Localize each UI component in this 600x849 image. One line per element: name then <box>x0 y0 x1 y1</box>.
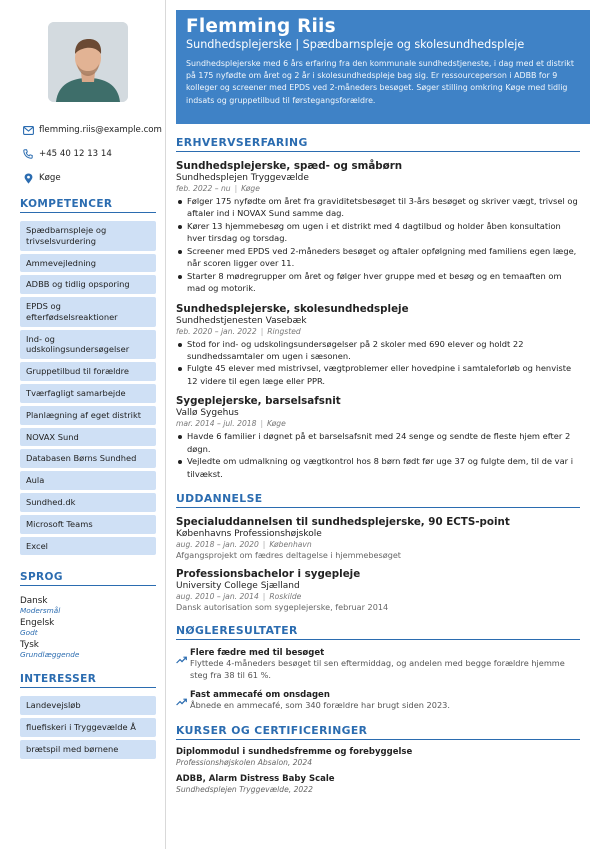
job-title: Sygeplejerske, barselsafsnit <box>176 395 341 408</box>
location-text: Køge <box>39 173 61 183</box>
job-dates: mar. 2014 – jul. 2018 <box>176 419 257 429</box>
meta-separator: | <box>260 419 264 429</box>
email-text: flemming.riis@example.com <box>39 125 162 135</box>
bullet: Følger 175 nyfødte om året fra graviditetsbesøget til 3-års besøget og skriver vægt, trivsel og aftaler ind i NOVAX Sund samme dag. <box>176 195 580 220</box>
result-item <box>176 690 580 712</box>
education-heading: UDDANNELSE <box>176 492 580 508</box>
experience-item <box>176 303 580 388</box>
job-meta <box>176 184 580 193</box>
skill-chip: ADBB og tidlig opsporing <box>20 275 156 294</box>
phone-text: +45 40 12 13 14 <box>39 149 112 159</box>
result-title: Fast ammecafé om onsdagen <box>190 689 330 700</box>
job-title: Sundhedsplejerske, spæd- og småbørn <box>176 160 403 172</box>
job-place: Køge <box>267 419 286 429</box>
education-place: København <box>269 540 312 549</box>
language-item <box>20 618 165 637</box>
job-bullets <box>176 195 580 295</box>
bullet: Havde 6 familier i døgnet på et barselsafsnit med 24 senge og sendte de fleste hjem efter 2 døgn. <box>176 430 580 455</box>
profile-photo <box>48 22 128 102</box>
bullet: Fulgte 45 elever med mistrivsel, vægtproblemer eller hovedpine i samtaleforløb og henviste 12 videre til egen læge eller PPR. <box>176 362 580 387</box>
skill-chip: Excel <box>20 537 156 556</box>
result-desc: Flyttede 4-måneders besøget til sen eftermiddag, og andelen med begge forældre hjemme steg fra 38 til 61 %. <box>190 658 565 680</box>
education-item <box>176 516 580 560</box>
contact-info <box>20 118 165 190</box>
course-item <box>176 774 580 794</box>
profile-summary: Sundhedsplejerske med 6 års erfaring fra den kommunale sundhedstjeneste, i dag med et distrikt på 175 nyfødte om året og 2 år i skolesundhedspleje bag sig. Er ressourceperson i ADBB for 9 kolleger og screener med EPDS ved 2-måneders besøget. Søger stilling omkring Køge med tidlig indsats og gruppetilbud til førstegangsforældre. <box>186 58 574 105</box>
language-name: Dansk <box>20 596 48 607</box>
course-item <box>176 747 580 767</box>
interest-chip: fluefiskeri i Tryggevælde Å <box>20 718 156 737</box>
sidebar <box>0 0 166 849</box>
main-content <box>166 0 600 849</box>
result-title: Flere fædre med til besøget <box>190 648 325 658</box>
bullet: Starter 8 mødregrupper om året og følger hver gruppe med et besøg og en temaaften om mad og motorik. <box>176 270 580 295</box>
skill-chip: Spædbarnspleje og trivselsvurdering <box>20 221 156 251</box>
education-title: Professionsbachelor i sygepleje <box>176 568 361 580</box>
job-org: Sundhedstjenesten Vasebæk <box>176 315 307 326</box>
job-place: Ringsted <box>267 326 301 336</box>
phone-icon <box>22 148 34 160</box>
result-body <box>190 690 450 712</box>
contact-location <box>20 166 165 190</box>
job-bullets <box>176 430 580 480</box>
education-place: Roskilde <box>269 592 302 601</box>
job-place: Køge <box>241 184 260 193</box>
skill-chip: NOVAX Sund <box>20 428 156 447</box>
education-meta <box>176 540 580 549</box>
content-body <box>166 136 600 794</box>
course-sub: Sundhedsplejen Tryggevælde, 2022 <box>176 784 313 794</box>
skill-chip: Databasen Børns Sundhed <box>20 449 156 468</box>
skill-chip: Ind- og udskolingsundersøgelser <box>20 330 156 360</box>
contact-phone[interactable] <box>20 142 165 166</box>
interests-list <box>20 696 165 758</box>
job-org: Sundhedsplejen Tryggevælde <box>176 173 309 183</box>
skills-heading: KOMPETENCER <box>20 198 156 213</box>
meta-separator: | <box>262 592 266 601</box>
skill-chip: Sundhed.dk <box>20 493 156 512</box>
meta-separator: | <box>262 540 266 549</box>
job-bullets <box>176 338 580 388</box>
course-title: Diplommodul i sundhedsfremme og forebyggelse <box>176 746 413 757</box>
location-pin-icon <box>22 172 34 184</box>
language-level: Modersmål <box>20 606 61 616</box>
avatar <box>48 22 128 102</box>
courses-heading: KURSER OG CERTIFICERINGER <box>176 724 580 740</box>
job-title: Sundhedsplejerske, skolesundhedspleje <box>176 302 409 315</box>
education-org: Københavns Professionshøjskole <box>176 529 322 539</box>
language-level: Godt <box>20 628 38 638</box>
education-item <box>176 568 580 612</box>
skill-chip: Tværfagligt samarbejde <box>20 384 156 403</box>
language-level: Grundlæggende <box>20 650 80 660</box>
job-meta <box>176 327 580 336</box>
interests-heading: INTERESSER <box>20 673 156 688</box>
language-item <box>20 640 165 659</box>
interest-chip: Landevejsløb <box>20 696 156 715</box>
skills-list <box>20 221 165 555</box>
resume-header <box>176 10 590 124</box>
job-org: Vallø Sygehus <box>176 408 239 419</box>
education-note: Afgangsprojekt om fædres deltagelse i hjemmebesøget <box>176 550 401 560</box>
skill-chip: Planlægning af eget distrikt <box>20 406 156 425</box>
education-title: Specialuddannelsen til sundhedsplejerske, 90 ECTS-point <box>176 516 510 528</box>
education-dates: aug. 2018 – jan. 2020 <box>176 540 259 549</box>
trend-up-icon <box>176 648 190 682</box>
education-note: Dansk autorisation som sygeplejerske, februar 2014 <box>176 602 389 612</box>
bullet: Kører 13 hjemmebesøg om ugen i et distrikt med 4 dagtilbud og holder åben konsultation hver tirsdag og torsdag. <box>176 220 580 245</box>
skill-chip: Aula <box>20 471 156 490</box>
candidate-name: Flemming Riis <box>186 16 336 37</box>
result-item <box>176 648 580 682</box>
envelope-icon <box>22 124 34 136</box>
results-heading: NØGLERESULTATER <box>176 624 580 640</box>
language-item <box>20 596 165 615</box>
course-title: ADBB, Alarm Distress Baby Scale <box>176 773 335 784</box>
trend-up-icon <box>176 690 190 712</box>
course-sub: Professionshøjskolen Absalon, 2024 <box>176 757 313 767</box>
bullet: Screener med EPDS ved 2-måneders besøget og aftaler opfølgning med familiens egen læge, når scoren ligger over 11. <box>176 245 580 270</box>
result-body <box>190 648 580 682</box>
job-meta <box>176 419 580 428</box>
language-name: Engelsk <box>20 618 55 629</box>
candidate-title: Sundhedsplejerske | Spædbarnspleje og skolesundhedspleje <box>186 38 525 52</box>
job-dates: feb. 2020 – jan. 2022 <box>176 326 257 336</box>
languages-heading: SPROG <box>20 571 156 586</box>
experience-item <box>176 160 580 295</box>
skill-chip: EPDS og efterfødselsreaktioner <box>20 297 156 327</box>
contact-email[interactable] <box>20 118 165 142</box>
meta-separator: | <box>260 326 264 336</box>
bullet: Stod for ind- og udskolingsundersøgelser på 2 skoler med 690 elever og holdt 22 sundhedssamtaler om ugen i sæsonen. <box>176 338 580 363</box>
education-meta <box>176 592 580 601</box>
education-dates: aug. 2010 – jan. 2014 <box>176 592 259 601</box>
skill-chip: Gruppetilbud til forældre <box>20 362 156 381</box>
skill-chip: Microsoft Teams <box>20 515 156 534</box>
job-dates: feb. 2022 – nu <box>176 184 231 193</box>
bullet: Vejledte om udmalkning og vægtkontrol hos 8 børn født før uge 37 og fulgte dem, til de var i tilvækst. <box>176 455 580 480</box>
language-name: Tysk <box>20 640 39 651</box>
education-org: University College Sjælland <box>176 581 300 591</box>
skill-chip: Ammevejledning <box>20 254 156 273</box>
experience-heading: ERHVERVSERFARING <box>176 136 580 152</box>
interest-chip: brætspil med børnene <box>20 740 156 759</box>
result-desc: Åbnede en ammecafé, som 340 forældre har brugt siden 2023. <box>190 699 450 710</box>
meta-separator: | <box>234 184 238 193</box>
languages-list <box>20 596 165 659</box>
experience-item <box>176 395 580 480</box>
